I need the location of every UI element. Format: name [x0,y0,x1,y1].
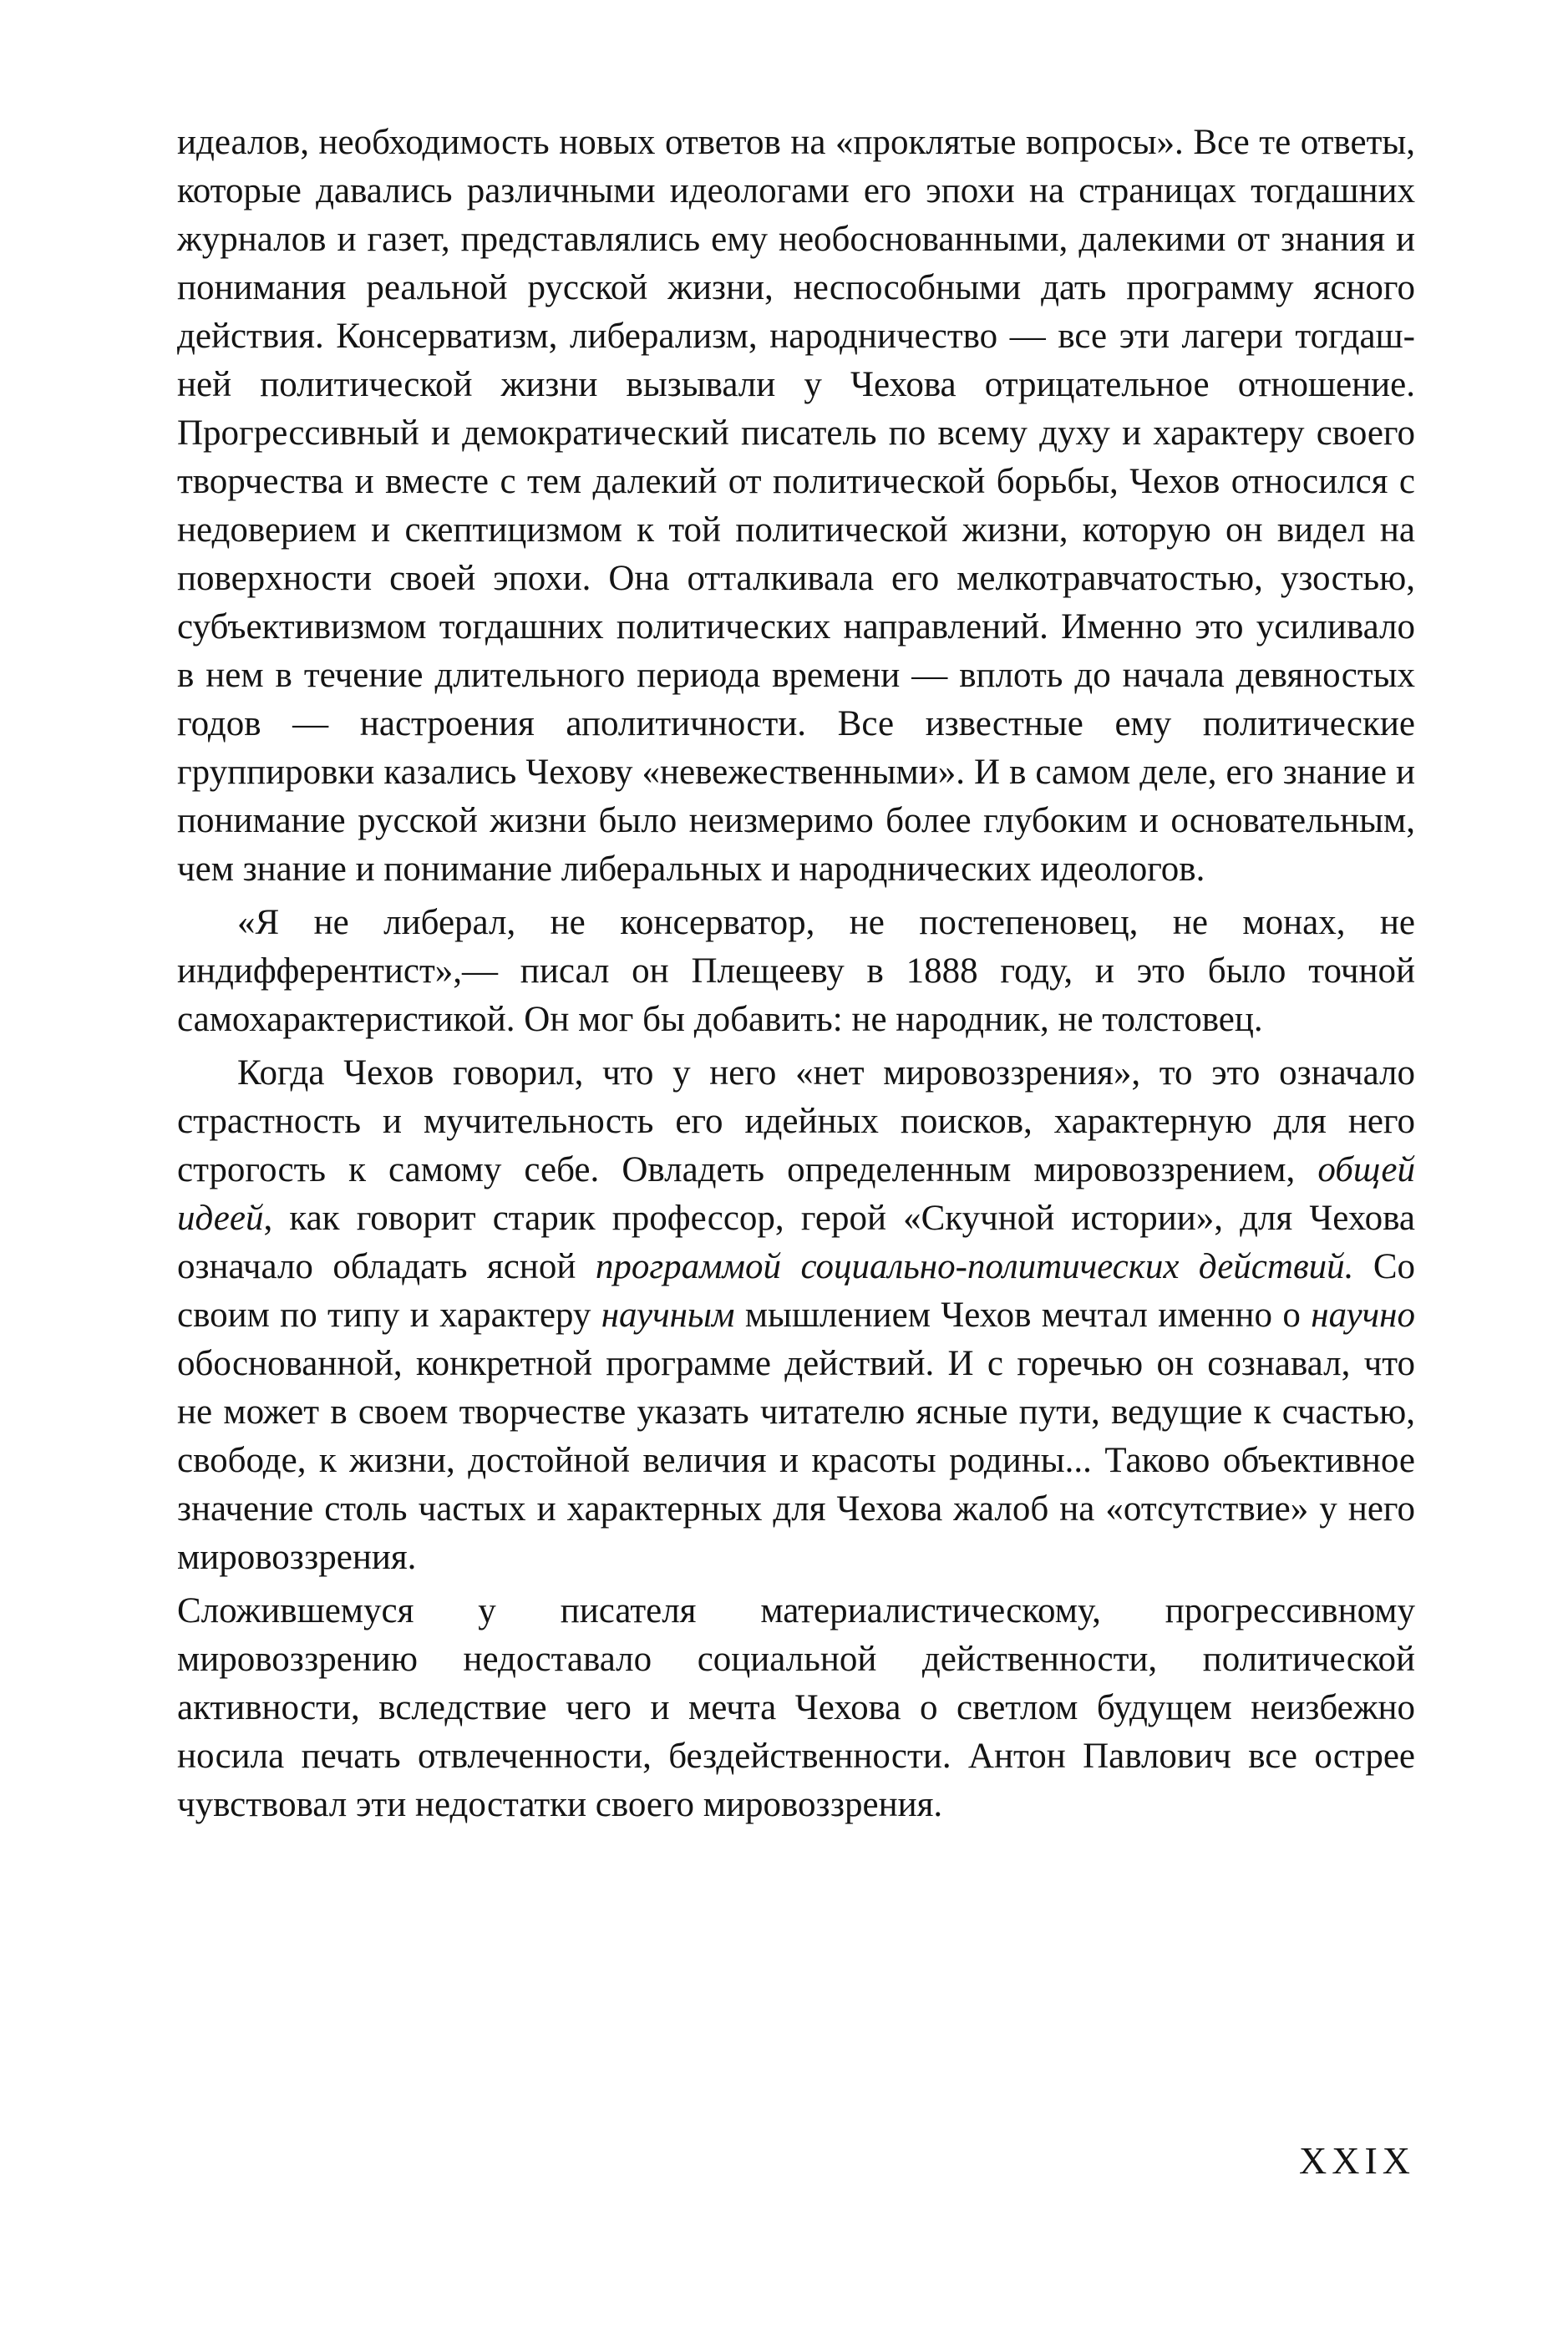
paragraph-2 [177,899,1415,1044]
italic-text: программой социально-политических действий. [595,1247,1354,1286]
text-run: «Я не либерал, не консерватор, не постепеновец, не монах, не индифферентист»,— писал он Плещееву в 1888 году, и это было точной самохарактеристикой. Он мог бы добавить: не народник, не толстовец. [177,903,1415,1039]
text-run: Со своим по типу и характеру [177,1247,1416,1335]
text-run: Сложившемуся у писателя материалистическому, прогрессивному мировоззрению недоставало социальной действенности, политической активности, вследствие чего и мечта Чехова о светлом будущем неизбежно носила печать отвлеченности, бездейственности. Антон Павлович все острее чувствовал эти недостатки своего мировоззрения. [177,1591,1415,1824]
text-run: Когда Чехов говорил, что у него «нет мировоззрения», то это означало страстность и мучительность его идейных поисков, характерную для него строгость к самому себе. Овладеть определенным мировоззрением, [177,1053,1415,1189]
italic-text: научным [601,1296,735,1335]
paragraph-1 [177,119,1415,894]
italic-text: научно [1311,1296,1415,1335]
paragraph-3 [177,1049,1415,1582]
text-run: обоснованной, конкретной программе действий. И с горечью он сознавал, что не может в своем творчестве указать читателю ясные пути, ведущие к счастью, свободе, к жизни, достойной величия и красоты родины... Таково объективное значение столь частых и характерных для Чехова жалоб на «отсутствие» у него мировоззрения. [177,1344,1415,1577]
page-number: XXIX [1299,2139,1415,2182]
italic-text: общей идеей [177,1150,1415,1238]
page-body [177,119,1415,1834]
text-run: идеалов, необходимость новых ответов на «проклятые вопросы». Все те ответы, которые давались различными идеологами его эпохи на страницах тогдашних журналов и газет, представлялись ему необоснованными, далекими от знания и понимания реальной русской жизни, неспособными дать программу ясного действия. Консерватизм, либерализм, народничество — все эти лагери тогдашней политической жизни вызывали у Чехова отрицательное отношение. Прогрессивный и демократический писатель по всему духу и характеру своего творчества и вместе с тем далекий от политической борьбы, Чехов относился с недоверием и скептицизмом к той политической жизни, которую он видел на поверхности своей эпохи. Она отталкивала его мелкотравчатостью, узостью, субъективизмом тогдашних политических направлений. Именно это усиливало в нем в течение длительного периода времени — вплоть до начала девяностых годов — настроения аполитичности. Все известные ему политические группировки казались Чехову «невежественными». И в самом деле, его знание и понимание русской жизни было неизмеримо более глубоким и основательным, чем знание и понимание либеральных и народнических идеологов. [177,123,1415,889]
text-run: мышлением Чехов мечтал именно о [734,1296,1312,1335]
text-run: , как говорит старик профессор, герой «Скучной истории», для Чехова означало обладать ясной [177,1199,1415,1286]
paragraph-4 [177,1587,1415,1829]
